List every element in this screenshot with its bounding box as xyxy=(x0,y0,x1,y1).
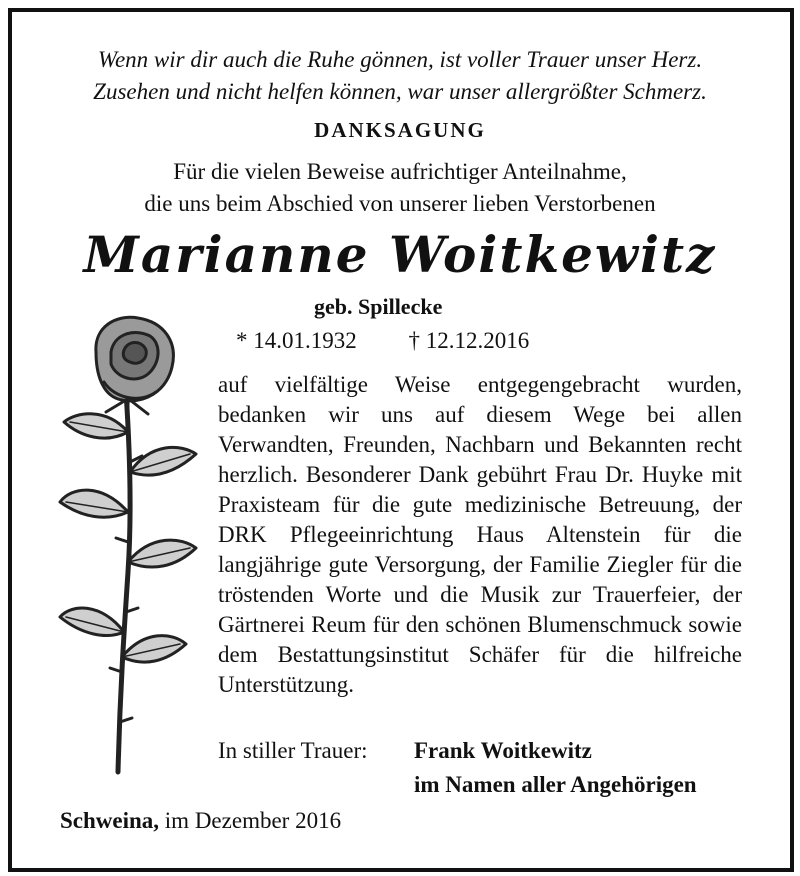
intro-line: Für die vielen Beweise aufrichtiger Anteilnahme, xyxy=(173,159,627,184)
mourning-signature xyxy=(218,734,697,802)
thanks-text xyxy=(218,370,742,700)
mourning-label: In stiller Trauer: xyxy=(218,738,368,763)
place-date xyxy=(60,808,341,834)
notice-date: im Dezember 2016 xyxy=(164,808,342,833)
birth-date: * 14.01.1932 xyxy=(236,328,357,353)
poem xyxy=(0,44,800,108)
death-date: † 12.12.2016 xyxy=(408,328,530,353)
life-dates xyxy=(236,328,529,354)
heading: DANKSAGUNG xyxy=(314,118,486,142)
intro-text xyxy=(0,156,800,220)
mourner-name: Frank Woitkewitz xyxy=(414,738,592,763)
maiden-name: geb. Spillecke xyxy=(314,294,443,319)
poem-line: Wenn wir dir auch die Ruhe gönnen, ist voller Trauer unser Herz. xyxy=(97,47,703,72)
poem-line: Zusehen und nicht helfen können, war unser allergrößter Schmerz. xyxy=(93,79,707,104)
deceased-name: Marianne Woitkewitz xyxy=(83,225,717,284)
rose-icon xyxy=(56,312,206,802)
intro-line: die uns beim Abschied von unserer lieben Verstorbenen xyxy=(144,191,656,216)
thanks-paragraph: auf vielfältige Weise entgegengebracht wurden, bedanken wir uns auf diesem Wege bei allen Verwandten, Freunden, Nachbarn und Bekannten recht herzlich. Besonderer Dank gebührt Frau Dr. Huyke mit Praxisteam für die gute medizinische Betreuung, der DRK Pflegeeinrichtung Haus Altenstein für die langjährige gute Versorgung, der Familie Ziegler für die tröstenden Worte und die Musik zur Trauerfeier, der Gärtnerei Reum für den schönen Blumenschmuck sowie dem Bestattungsinstitut Schäfer für die hilfreiche Unterstützung. xyxy=(218,372,742,697)
mourners-note: im Namen aller Angehörigen xyxy=(414,772,697,797)
town-name: Schweina, xyxy=(60,808,160,833)
